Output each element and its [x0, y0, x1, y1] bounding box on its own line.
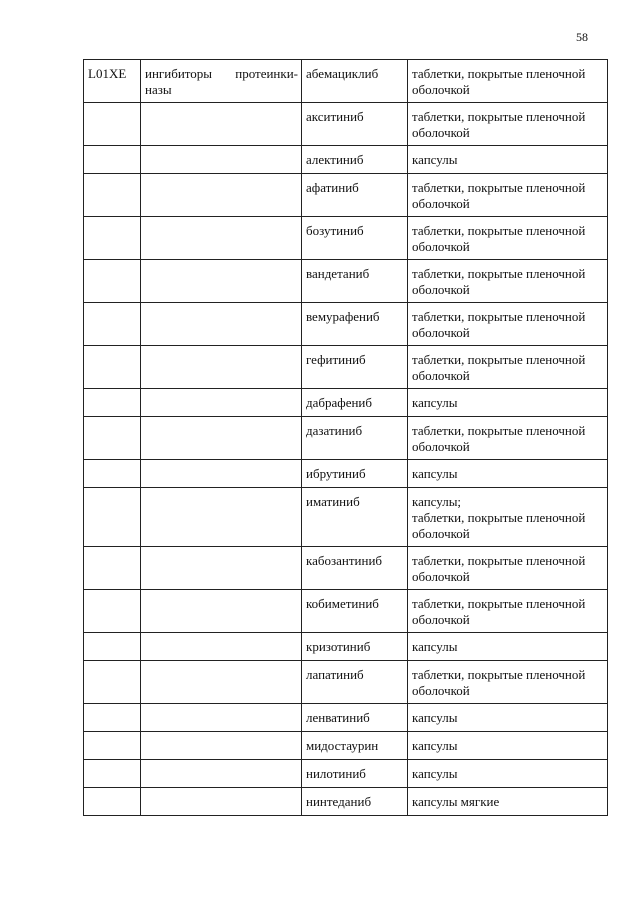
- dosage-form: [408, 547, 608, 590]
- table-row: [84, 303, 608, 346]
- dosage-form: [408, 146, 608, 174]
- dosage-form-line: таблетки, покрытые пленочной: [412, 180, 586, 195]
- dosage-form-line: капсулы: [412, 152, 458, 167]
- atc-code-cell: [84, 417, 141, 460]
- drug-name: нинтеданиб: [302, 788, 408, 816]
- group-name-cell: [141, 488, 302, 547]
- group-name-cell: [141, 174, 302, 217]
- group-name-cell: [141, 788, 302, 816]
- dosage-form-line: таблетки, покрытые пленочной: [412, 352, 586, 367]
- dosage-form-line: капсулы;: [412, 494, 462, 509]
- dosage-form-line: оболочкой: [412, 612, 470, 627]
- dosage-form: [408, 303, 608, 346]
- drug-name: кабозантиниб: [302, 547, 408, 590]
- atc-code-cell: [84, 590, 141, 633]
- dosage-form: [408, 488, 608, 547]
- dosage-form-line: капсулы мягкие: [412, 794, 500, 809]
- table-row: [84, 661, 608, 704]
- dosage-form-line: таблетки, покрытые пленочной: [412, 510, 586, 525]
- atc-code-cell: [84, 217, 141, 260]
- dosage-form-line: оболочкой: [412, 282, 470, 297]
- dosage-form-line: оболочкой: [412, 368, 470, 383]
- group-name-word: ингибиторы: [145, 66, 213, 81]
- table-row: [84, 417, 608, 460]
- dosage-form: [408, 704, 608, 732]
- group-name-cell: [141, 346, 302, 389]
- group-name-line: [145, 66, 298, 82]
- table-row: [84, 217, 608, 260]
- table-row: [84, 260, 608, 303]
- drug-name: кризотиниб: [302, 633, 408, 661]
- drug-name: мидостаурин: [302, 732, 408, 760]
- drug-name: акситиниб: [302, 103, 408, 146]
- dosage-form-line: капсулы: [412, 395, 458, 410]
- dosage-form-line: таблетки, покрытые пленочной: [412, 109, 586, 124]
- group-name-cell: [141, 389, 302, 417]
- atc-code-cell: [84, 346, 141, 389]
- table-row: [84, 103, 608, 146]
- drug-name: нилотиниб: [302, 760, 408, 788]
- dosage-form: [408, 732, 608, 760]
- group-name-cell: [141, 146, 302, 174]
- atc-code-cell: [84, 661, 141, 704]
- group-name-cell: [141, 260, 302, 303]
- atc-code-cell: [84, 760, 141, 788]
- atc-code-cell: [84, 704, 141, 732]
- table-row: [84, 590, 608, 633]
- dosage-form-line: таблетки, покрытые пленочной: [412, 309, 586, 324]
- table-row: [84, 346, 608, 389]
- dosage-form: [408, 103, 608, 146]
- table-row: [84, 760, 608, 788]
- dosage-form-line: оболочкой: [412, 683, 470, 698]
- drug-name: афатиниб: [302, 174, 408, 217]
- table-row: [84, 146, 608, 174]
- drug-name: иматиниб: [302, 488, 408, 547]
- group-name-cell: [141, 103, 302, 146]
- dosage-form-line: капсулы: [412, 466, 458, 481]
- dosage-form-line: оболочкой: [412, 239, 470, 254]
- atc-code: L01XE: [88, 66, 127, 81]
- dosage-form: [408, 217, 608, 260]
- group-name-cell: [141, 217, 302, 260]
- dosage-form: [408, 460, 608, 488]
- dosage-form-line: таблетки, покрытые пленочной: [412, 667, 586, 682]
- dosage-form-line: оболочкой: [412, 325, 470, 340]
- group-name-word: протеинки-: [235, 66, 298, 81]
- dosage-form-line: оболочкой: [412, 526, 470, 541]
- drug-name: дазатиниб: [302, 417, 408, 460]
- atc-code-cell: [84, 547, 141, 590]
- atc-code-cell: [84, 103, 141, 146]
- atc-code-cell: [84, 60, 141, 103]
- dosage-form: [408, 661, 608, 704]
- dosage-form: [408, 389, 608, 417]
- group-name-cell: [141, 60, 302, 103]
- dosage-form: [408, 174, 608, 217]
- dosage-form-line: таблетки, покрытые пленочной: [412, 223, 586, 238]
- group-name-cell: [141, 417, 302, 460]
- atc-code-cell: [84, 303, 141, 346]
- dosage-form-line: таблетки, покрытые пленочной: [412, 553, 586, 568]
- atc-code-cell: [84, 788, 141, 816]
- table-row: [84, 60, 608, 103]
- dosage-form: [408, 633, 608, 661]
- drug-name: ленватиниб: [302, 704, 408, 732]
- group-name-cell: [141, 303, 302, 346]
- dosage-form: [408, 788, 608, 816]
- drug-name: лапатиниб: [302, 661, 408, 704]
- dosage-form: [408, 260, 608, 303]
- group-name-cell: [141, 760, 302, 788]
- dosage-form: [408, 346, 608, 389]
- dosage-form-line: оболочкой: [412, 125, 470, 140]
- drug-table: [83, 59, 608, 816]
- group-name-continuation: назы: [145, 82, 172, 97]
- table-row: [84, 732, 608, 760]
- dosage-form: [408, 590, 608, 633]
- dosage-form-line: капсулы: [412, 738, 458, 753]
- dosage-form-line: оболочкой: [412, 439, 470, 454]
- drug-name: дабрафениб: [302, 389, 408, 417]
- drug-name: гефитиниб: [302, 346, 408, 389]
- table-row: [84, 704, 608, 732]
- dosage-form-line: таблетки, покрытые пленочной: [412, 266, 586, 281]
- group-name-cell: [141, 661, 302, 704]
- atc-code-cell: [84, 146, 141, 174]
- dosage-form-line: оболочкой: [412, 196, 470, 211]
- atc-code-cell: [84, 488, 141, 547]
- group-name-cell: [141, 590, 302, 633]
- dosage-form-line: таблетки, покрытые пленочной: [412, 423, 586, 438]
- drug-name: алектиниб: [302, 146, 408, 174]
- drug-name: абемациклиб: [302, 60, 408, 103]
- atc-code-cell: [84, 633, 141, 661]
- drug-name: ибрутиниб: [302, 460, 408, 488]
- drug-name: вемурафениб: [302, 303, 408, 346]
- dosage-form-line: таблетки, покрытые пленочной: [412, 596, 586, 611]
- dosage-form: [408, 417, 608, 460]
- drug-name: вандетаниб: [302, 260, 408, 303]
- dosage-form: [408, 60, 608, 103]
- group-name-cell: [141, 460, 302, 488]
- drug-name: бозутиниб: [302, 217, 408, 260]
- table-row: [84, 460, 608, 488]
- page-number: 58: [576, 30, 588, 44]
- table-row: [84, 633, 608, 661]
- table-row: [84, 389, 608, 417]
- table-row: [84, 788, 608, 816]
- atc-code-cell: [84, 389, 141, 417]
- atc-code-cell: [84, 732, 141, 760]
- dosage-form-line: капсулы: [412, 639, 458, 654]
- group-name-cell: [141, 633, 302, 661]
- dosage-form-line: оболочкой: [412, 82, 470, 97]
- table-row: [84, 488, 608, 547]
- atc-code-cell: [84, 260, 141, 303]
- dosage-form-line: капсулы: [412, 710, 458, 725]
- group-name-cell: [141, 547, 302, 590]
- group-name-cell: [141, 704, 302, 732]
- dosage-form: [408, 760, 608, 788]
- table-row: [84, 547, 608, 590]
- atc-code-cell: [84, 174, 141, 217]
- atc-code-cell: [84, 460, 141, 488]
- dosage-form-line: капсулы: [412, 766, 458, 781]
- dosage-form-line: таблетки, покрытые пленочной: [412, 66, 586, 81]
- drug-name: кобиметиниб: [302, 590, 408, 633]
- dosage-form-line: оболочкой: [412, 569, 470, 584]
- table-row: [84, 174, 608, 217]
- group-name-cell: [141, 732, 302, 760]
